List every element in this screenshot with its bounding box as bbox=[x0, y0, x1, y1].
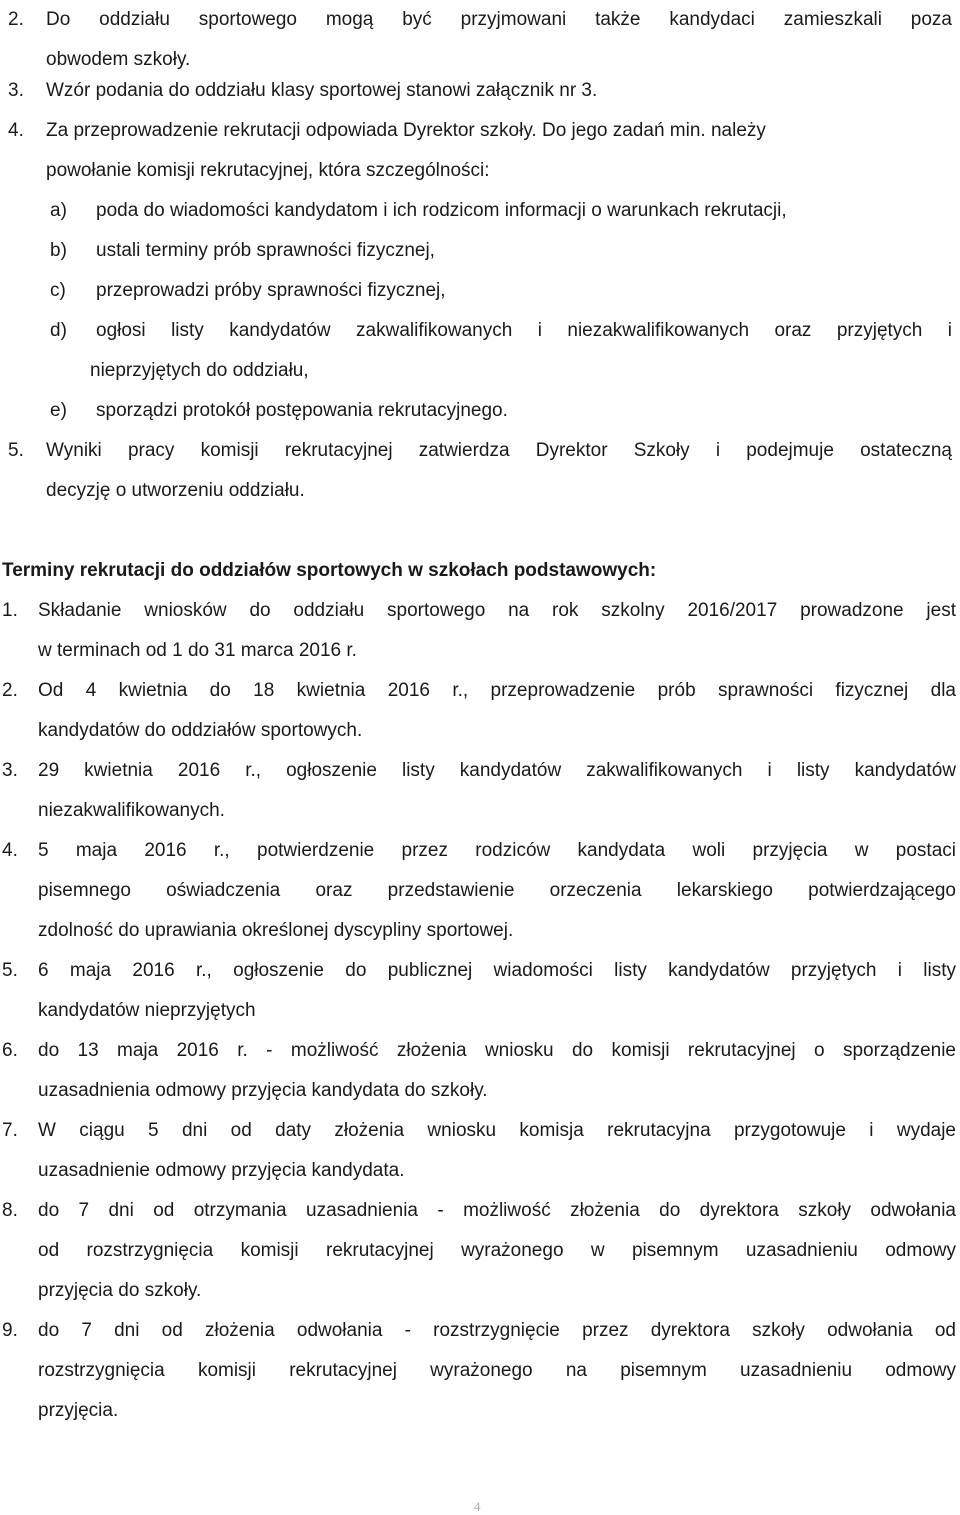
term-text: zdolność do uprawiania określonej dyscypliny sportowej. bbox=[38, 920, 514, 941]
sub-item-text: nieprzyjętych do oddziału, bbox=[90, 360, 309, 381]
term-text: pisemnego oświadczenia oraz przedstawienie orzeczenia lekarskiego potwierdzającego bbox=[38, 880, 956, 901]
page-number: 4 bbox=[474, 1499, 481, 1514]
term-text: uzasadnienie odmowy przyjęcia kandydata. bbox=[38, 1160, 405, 1181]
term-text: kandydatów do oddziałów sportowych. bbox=[38, 720, 363, 741]
term-text: do 13 maja 2016 r. - możliwość złożenia wniosku do komisji rekrutacyjnej o sporządzenie bbox=[38, 1040, 956, 1061]
section-heading: Terminy rekrutacji do oddziałów sportowych w szkołach podstawowych: bbox=[2, 560, 657, 581]
term-number: 8. bbox=[2, 1200, 18, 1221]
list-item-text: Do oddziału sportowego mogą być przyjmowani także kandydaci zamieszkali poza bbox=[46, 9, 952, 30]
list-number: 5. bbox=[8, 440, 24, 461]
sub-item-text: ogłosi listy kandydatów zakwalifikowanych i niezakwalifikowanych oraz przyjętych i bbox=[96, 320, 952, 341]
term-text: do 7 dni od złożenia odwołania - rozstrzygnięcie przez dyrektora szkoły odwołania od bbox=[38, 1320, 956, 1341]
sub-item-text: poda do wiadomości kandydatom i ich rodzicom informacji o warunkach rekrutacji, bbox=[96, 200, 787, 221]
list-number: 2. bbox=[8, 9, 24, 30]
list-number: 4. bbox=[8, 120, 24, 141]
list-item-text: Wzór podania do oddziału klasy sportowej stanowi załącznik nr 3. bbox=[46, 80, 598, 101]
term-text: do 7 dni od otrzymania uzasadnienia - możliwość złożenia do dyrektora szkoły odwołania bbox=[38, 1200, 956, 1221]
term-text: rozstrzygnięcia komisji rekrutacyjnej wyrażonego na pisemnym uzasadnieniu odmowy bbox=[38, 1360, 956, 1381]
term-number: 6. bbox=[2, 1040, 18, 1061]
sub-item-text: ustali terminy prób sprawności fizycznej, bbox=[96, 240, 435, 261]
term-text: w terminach od 1 do 31 marca 2016 r. bbox=[38, 640, 357, 661]
sub-item-letter: c) bbox=[50, 280, 66, 301]
term-number: 1. bbox=[2, 600, 18, 621]
term-number: 4. bbox=[2, 840, 18, 861]
term-text: od rozstrzygnięcia komisji rekrutacyjnej wyrażonego w pisemnym uzasadnieniu odmowy bbox=[38, 1240, 956, 1261]
term-text: uzasadnienia odmowy przyjęcia kandydata do szkoły. bbox=[38, 1080, 488, 1101]
list-item-text: obwodem szkoły. bbox=[46, 49, 191, 70]
term-text: 6 maja 2016 r., ogłoszenie do publicznej wiadomości listy kandydatów przyjętych i listy bbox=[38, 960, 956, 981]
sub-item-text: sporządzi protokół postępowania rekrutacyjnego. bbox=[96, 400, 508, 421]
term-text: przyjęcia. bbox=[38, 1400, 119, 1421]
sub-item-letter: b) bbox=[50, 240, 67, 261]
term-text: Od 4 kwietnia do 18 kwietnia 2016 r., przeprowadzenie prób sprawności fizycznej dla bbox=[38, 680, 956, 701]
list-item-text: Za przeprowadzenie rekrutacji odpowiada Dyrektor szkoły. Do jego zadań min. należy bbox=[46, 120, 766, 141]
sub-item-letter: d) bbox=[50, 320, 67, 341]
term-number: 5. bbox=[2, 960, 18, 981]
term-number: 7. bbox=[2, 1120, 18, 1141]
term-number: 9. bbox=[2, 1320, 18, 1341]
sub-item-letter: a) bbox=[50, 200, 67, 221]
term-text: przyjęcia do szkoły. bbox=[38, 1280, 202, 1301]
list-item-text: Wyniki pracy komisji rekrutacyjnej zatwierdza Dyrektor Szkoły i podejmuje ostateczną bbox=[46, 440, 952, 461]
term-number: 2. bbox=[2, 680, 18, 701]
term-text: kandydatów nieprzyjętych bbox=[38, 1000, 256, 1021]
sub-item-text: przeprowadzi próby sprawności fizycznej, bbox=[96, 280, 446, 301]
sub-item-letter: e) bbox=[50, 400, 67, 421]
list-item-text: decyzję o utworzeniu oddziału. bbox=[46, 480, 305, 501]
term-text: 5 maja 2016 r., potwierdzenie przez rodziców kandydata woli przyjęcia w postaci bbox=[38, 840, 956, 861]
term-number: 3. bbox=[2, 760, 18, 781]
term-text: 29 kwietnia 2016 r., ogłoszenie listy kandydatów zakwalifikowanych i listy kandydatów bbox=[38, 760, 956, 781]
term-text: niezakwalifikowanych. bbox=[38, 800, 225, 821]
term-text: Składanie wniosków do oddziału sportowego na rok szkolny 2016/2017 prowadzone jest bbox=[38, 600, 956, 621]
list-number: 3. bbox=[8, 80, 24, 101]
term-text: W ciągu 5 dni od daty złożenia wniosku komisja rekrutacyjna przygotowuje i wydaje bbox=[38, 1120, 956, 1141]
list-item-text: powołanie komisji rekrutacyjnej, która szczególności: bbox=[46, 160, 490, 181]
